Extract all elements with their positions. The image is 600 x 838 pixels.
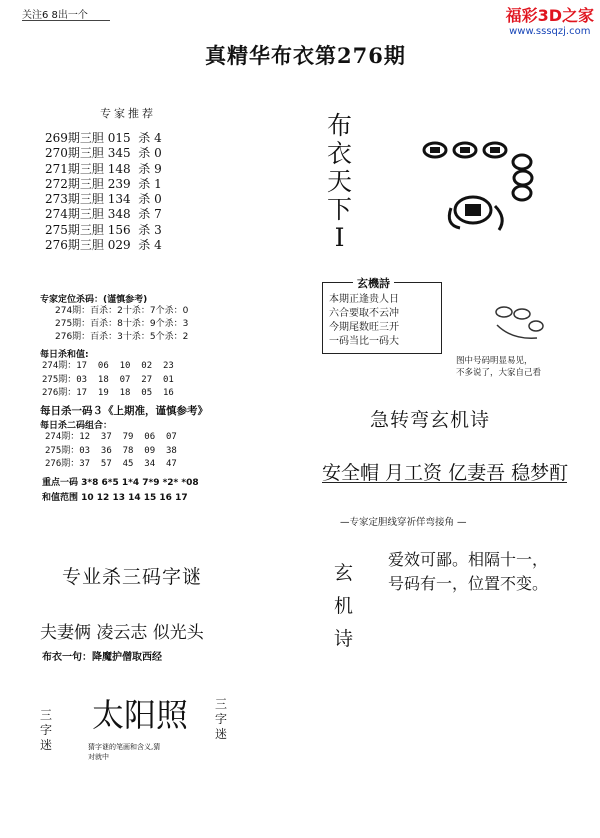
small-note bbox=[88, 742, 160, 762]
expert-row: 270期三胆 345 杀 0 bbox=[45, 146, 162, 161]
daily-sum-row: 276期：17 19 18 05 16 bbox=[42, 388, 174, 398]
daily-two-list bbox=[45, 431, 177, 472]
sum-range: 和值范围 10 12 13 14 15 16 17 bbox=[42, 493, 188, 503]
buyi-char: 下 bbox=[327, 195, 353, 224]
phrase-underline bbox=[322, 482, 567, 483]
poem2-line: 号码有一，位置不变。 bbox=[388, 574, 549, 593]
small-note-line: 猜字谜的笔画和含义,猜 bbox=[88, 743, 161, 751]
expert-row: 273期三胆 134 杀 0 bbox=[45, 192, 162, 207]
daily-sum-list bbox=[42, 360, 174, 401]
tai-yang-zhao: 太阳照 bbox=[92, 696, 189, 734]
xuan-char: 诗 bbox=[334, 628, 354, 650]
buyi-char: 天 bbox=[327, 167, 353, 196]
expert-row: 274期三胆 348 杀 7 bbox=[45, 207, 162, 222]
buyi-char: 衣 bbox=[327, 139, 353, 168]
buyi-char: I bbox=[334, 223, 345, 252]
coin-sketch bbox=[492, 300, 552, 345]
daily-one-heading: 每日杀一码３《上期准，谨慎参考》 bbox=[40, 405, 208, 417]
san-zi-right bbox=[215, 697, 227, 742]
poem-box bbox=[322, 277, 442, 354]
poem-line: 今期尾数旺三开 bbox=[329, 322, 399, 333]
daily-two-row: 274期：12 37 79 06 07 bbox=[45, 432, 177, 442]
site-logo[interactable] bbox=[506, 3, 594, 37]
dingwei-row: 276期：百杀：3十杀：5个杀：2 bbox=[55, 332, 189, 342]
poem-line: 本期正逢贵人日 bbox=[329, 294, 399, 305]
daily-sum-row: 274期：17 06 10 02 23 bbox=[42, 361, 174, 371]
dingwei-row: 275期：百杀：8十杀：9个杀：3 bbox=[55, 319, 189, 329]
xuan-vertical bbox=[334, 557, 353, 656]
san-zi-char: 字 bbox=[215, 712, 228, 726]
daily-sum-row: 275期：03 18 07 27 01 bbox=[42, 374, 174, 385]
san-zi-left bbox=[40, 708, 52, 753]
caption-line: 图中号码明显易见， bbox=[456, 356, 533, 366]
daily-sum-heading: 每日杀和值: bbox=[40, 350, 89, 360]
daily-two-heading: 每日杀二码组合： bbox=[40, 421, 113, 431]
phrase-line: 安全帽 月工资 亿妻吾 稳梦酊 bbox=[322, 462, 569, 484]
xuan-char: 机 bbox=[334, 595, 354, 617]
three-words: 夫妻俩 凌云志 似光头 bbox=[40, 623, 204, 643]
xuan-char: 玄 bbox=[334, 562, 354, 584]
ji-zhuan-title: 急转弯玄机诗 bbox=[370, 409, 491, 431]
poem-box-heading: 玄機詩 bbox=[353, 275, 394, 291]
expert-row: 275期三胆 156 杀 3 bbox=[45, 222, 162, 237]
expert-heading: 专家推荐 bbox=[100, 107, 156, 120]
poem2 bbox=[388, 548, 548, 596]
coin-drawing bbox=[415, 130, 545, 240]
top-note-underline bbox=[22, 20, 110, 21]
top-note: 关注6 8出一个 bbox=[22, 10, 88, 21]
image-caption bbox=[456, 355, 541, 379]
focus-line: 重点一码 3*8 6*5 1*4 7*9 *2* *08 bbox=[42, 478, 199, 488]
logo-name: 福彩3D之家 bbox=[505, 6, 594, 25]
dingwei-list bbox=[55, 305, 188, 344]
daily-two-row: 276期：37 57 45 34 47 bbox=[45, 459, 177, 469]
san-zi-char: 三 bbox=[40, 708, 53, 722]
san-zi-char: 迷 bbox=[215, 727, 228, 741]
san-zi-char: 字 bbox=[40, 723, 53, 737]
san-zi-char: 迷 bbox=[40, 738, 53, 752]
daily-two-row: 275期：03 36 78 09 38 bbox=[45, 445, 177, 456]
san-zi-char: 三 bbox=[215, 697, 228, 711]
dingwei-heading: 专家定位杀码：(谨慎参考) bbox=[40, 295, 148, 305]
small-note-line: 对就中 bbox=[88, 753, 109, 761]
page-title: 真精华布衣第276期 bbox=[205, 43, 406, 68]
poem2-line: 爱效可鄙。相隔十一， bbox=[388, 550, 549, 569]
buyi-char: 布 bbox=[327, 111, 353, 140]
zhuan-ye-title: 专业杀三码字谜 bbox=[62, 566, 203, 588]
caption-line: 不多说了，大家自己看 bbox=[456, 368, 542, 378]
logo-url: www.sssqzj.com bbox=[509, 26, 591, 37]
buyi-one-line: 布衣一句：降魔护僧取西经 bbox=[42, 652, 162, 663]
expert-row: 271期三胆 148 杀 9 bbox=[45, 161, 162, 176]
poem-line: 一码当比一码大 bbox=[329, 336, 399, 347]
buyi-vertical bbox=[327, 112, 352, 252]
expert-list bbox=[45, 131, 162, 253]
poem-box-lines bbox=[329, 293, 399, 349]
expert-banner: —专家定胆线穿祈佯弯接角 — bbox=[340, 517, 467, 528]
dingwei-row: 274期：百杀：2十杀：7个杀：0 bbox=[55, 306, 189, 316]
expert-row: 276期三胆 029 杀 4 bbox=[45, 238, 162, 253]
poem-line: 六合要取不云冲 bbox=[329, 308, 399, 319]
expert-row: 269期三胆 015 杀 4 bbox=[45, 131, 162, 145]
expert-row: 272期三胆 239 杀 1 bbox=[45, 176, 162, 191]
